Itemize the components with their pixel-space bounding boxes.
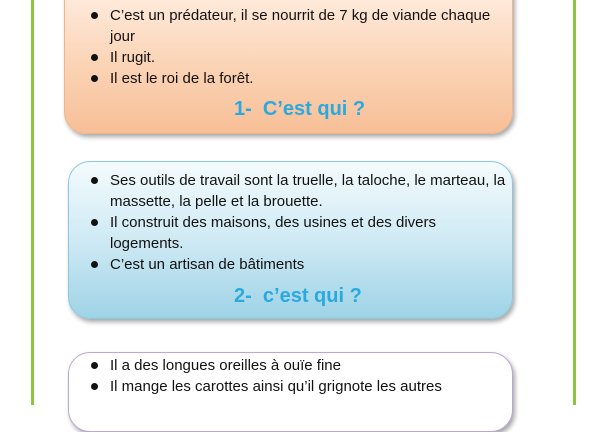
fact-item: Il mange les carottes ainsi qu’il grignote les autres — [88, 376, 508, 397]
fact-item: Il est le roi de la forêt. — [88, 68, 503, 89]
fact-item: C’est un prédateur, il se nourrit de 7 kg de viande chaque jour — [88, 5, 503, 47]
page-border-right — [573, 0, 576, 405]
fact-item: Il rugit. — [88, 47, 503, 68]
fact-item: Il construit des maisons, des usines et des divers logements. — [88, 212, 508, 254]
fact-item: Il a des longues oreilles à ouïe fine — [88, 355, 508, 376]
riddle-2-question: 2- c’est qui ? — [234, 285, 362, 307]
page-border-left — [31, 0, 34, 405]
riddle-1-facts — [88, 5, 503, 89]
fact-item: Ses outils de travail sont la truelle, la taloche, le marteau, la massette, la pelle et la brouette. — [88, 170, 508, 212]
riddle-2-facts — [88, 170, 508, 275]
riddle-1-question: 1- C’est qui ? — [234, 98, 366, 120]
riddle-3-facts — [88, 355, 508, 397]
fact-item: C’est un artisan de bâtiments — [88, 254, 508, 275]
